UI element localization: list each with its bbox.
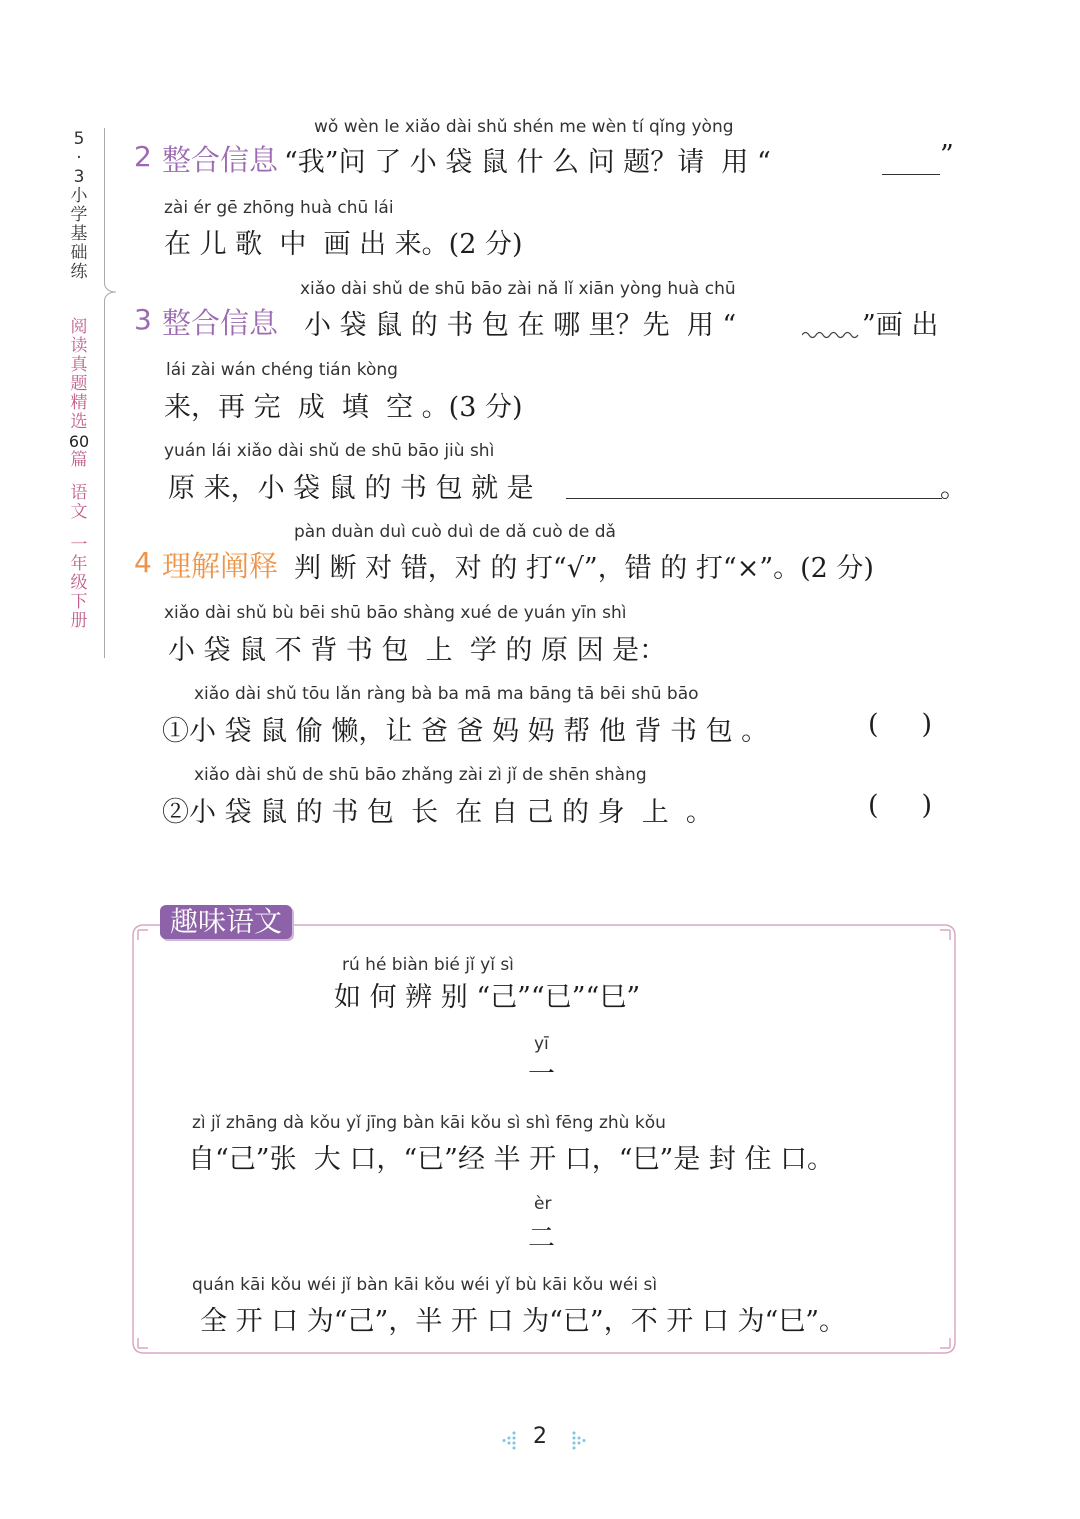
q3-number: 3 xyxy=(134,303,152,336)
q3-pinyin-2: lái zài wán chéng tián kòng xyxy=(166,360,398,380)
fun-sec1-line-pinyin: zì jǐ zhāng dà kǒu yǐ jīng bàn kāi kǒu sì shì fēng zhù kǒu xyxy=(192,1113,666,1133)
q4-option-2-answer[interactable]: ( ) xyxy=(868,790,932,821)
q4-pinyin-2: xiǎo dài shǔ bù bēi shū bāo shàng xué de yuán yīn shì xyxy=(164,603,627,623)
q3-text-1: 小 袋 鼠 的 书 包 在 哪 里？先 用 “ xyxy=(304,310,737,341)
q2-pinyin-1: wǒ wèn le xiǎo dài shǔ shén me wèn tí qǐng yòng xyxy=(314,117,734,137)
q4-text-1: 判 断 对 错，对 的 打“√”，错 的 打“×”。(2 分) xyxy=(294,553,874,584)
q4-opt2-pinyin: xiǎo dài shǔ de shū bāo zhǎng zài zì jǐ de shēn shàng xyxy=(194,765,647,785)
q3-text-3: 原 来，小 袋 鼠 的 书 包 就 是 xyxy=(168,473,534,504)
sidebar-divider xyxy=(104,128,105,658)
fun-title-pinyin: rú hé biàn bié jǐ yǐ sì xyxy=(342,955,514,975)
fun-sec1-heading: 一 xyxy=(528,1059,555,1090)
right-dots-icon xyxy=(570,1430,590,1450)
q3-end-mark: 。 xyxy=(940,473,967,504)
q4-option-1: ①小 袋 鼠 偷 懒，让 爸 爸 妈 妈 帮 他 背 书 包 。 xyxy=(162,716,769,747)
fun-sec2-line-pinyin: quán kāi kǒu wéi jǐ bàn kāi kǒu wéi yǐ bù kāi kǒu wéi sì xyxy=(192,1275,658,1295)
q2-number: 2 xyxy=(134,140,152,173)
q3-wavy-line xyxy=(802,330,860,340)
fun-sec2-line: 全 开 口 为“己”，半 开 口 为“已”，不 开 口 为“巳”。 xyxy=(200,1306,847,1337)
q2-answer-blank[interactable] xyxy=(882,174,940,175)
q2-text-1: “我”问 了 小 袋 鼠 什 么 问 题？请 用 “ xyxy=(284,147,771,178)
q2-text-2: 在 儿 歌 中 画 出 来。(2 分) xyxy=(164,229,523,260)
q4-number: 4 xyxy=(134,546,152,579)
q4-opt1-pinyin: xiǎo dài shǔ tōu lǎn ràng bà ba mā ma bāng tā bēi shū bāo xyxy=(194,684,699,704)
page-number: 2 xyxy=(533,1424,547,1449)
q4-option-1-answer[interactable]: ( ) xyxy=(868,709,932,740)
fun-sec2-pinyin: èr xyxy=(534,1194,552,1214)
q3-pinyin-3: yuán lái xiǎo dài shǔ de shū bāo jiù shì xyxy=(164,441,495,461)
fun-label: 趣味语文 xyxy=(160,905,292,939)
q3-tag: 整合信息 xyxy=(162,306,279,340)
left-dots-icon xyxy=(498,1430,518,1450)
q4-text-2: 小 袋 鼠 不 背 书 包 上 学 的 原 因 是： xyxy=(168,635,667,666)
q4-tag: 理解阐释 xyxy=(162,549,279,583)
q3-pinyin-1: xiǎo dài shǔ de shū bāo zài nǎ lǐ xiān yòng huà chū xyxy=(300,279,736,299)
q3-answer-blank[interactable] xyxy=(566,498,942,499)
q2-tag: 整合信息 xyxy=(162,143,279,177)
q2-close-quote: ” xyxy=(940,140,954,171)
q4-option-2: ②小 袋 鼠 的 书 包 长 在 自 己 的 身 上 。 xyxy=(162,797,713,828)
fun-sec2-heading: 二 xyxy=(528,1223,555,1254)
sidebar xyxy=(66,130,92,631)
fun-title: 如 何 辨 别 “己”“已”“巳” xyxy=(334,982,641,1013)
book-brand: 5 · 3 小 学 基 础 练 xyxy=(70,129,88,282)
book-series: 阅 读 真 题 精 选 60 篇 语 文 一 年 级 下 册 xyxy=(68,317,90,631)
q3-close-quote: ”画 出 xyxy=(862,310,939,341)
q4-pinyin-1: pàn duàn duì cuò duì de dǎ cuò de dǎ xyxy=(294,522,616,542)
q3-text-2: 来，再 完 成 填 空 。(3 分) xyxy=(164,392,523,423)
sidebar-notch xyxy=(104,280,118,304)
q2-pinyin-2: zài ér gē zhōng huà chū lái xyxy=(164,198,394,218)
fun-sec1-pinyin: yī xyxy=(534,1034,549,1054)
fun-sec1-line: 自“己”张 大 口，“已”经 半 开 口，“巳”是 封 住 口。 xyxy=(188,1144,835,1175)
